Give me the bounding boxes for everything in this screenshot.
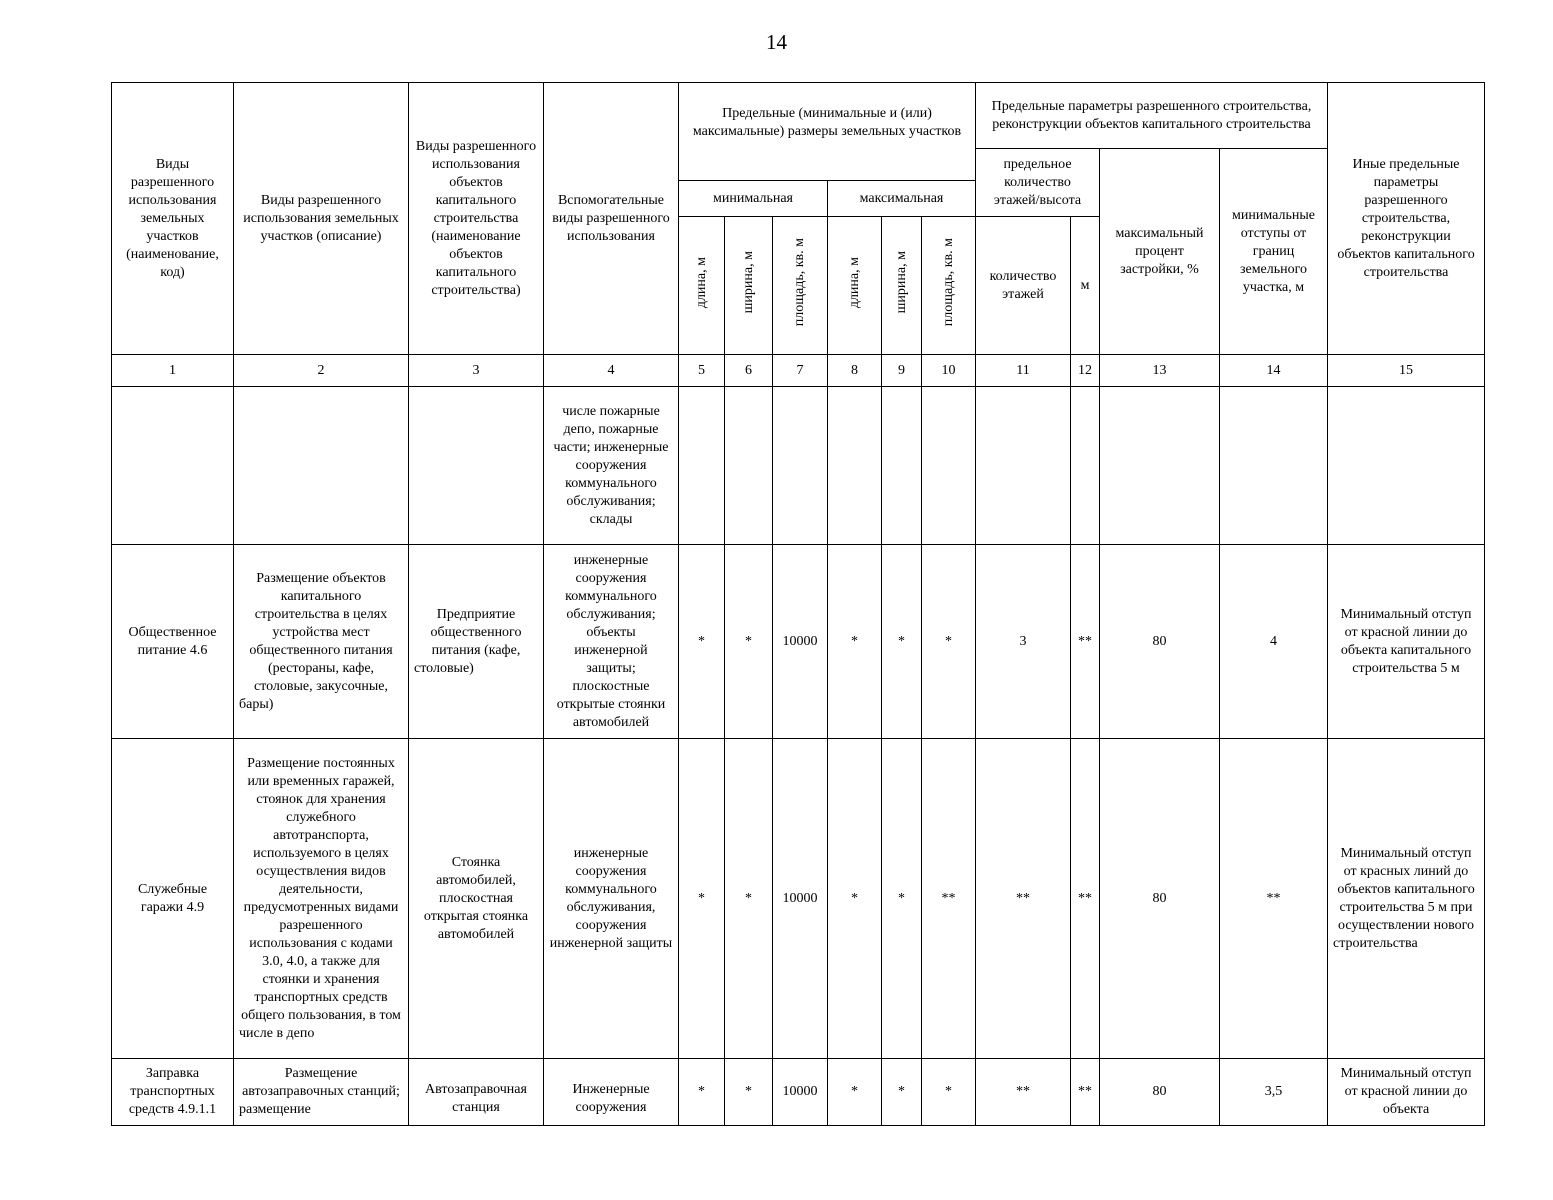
- cell-min-area: 10000: [773, 739, 828, 1059]
- cell-min-length: *: [679, 739, 725, 1059]
- cell-max-area: [922, 387, 976, 545]
- col-number: 9: [882, 355, 922, 387]
- cell-min-offset: **: [1220, 739, 1328, 1059]
- col-number: 8: [828, 355, 882, 387]
- header-min-width: ширина, м: [740, 251, 756, 314]
- table-row: [112, 1059, 1485, 1126]
- cell-min-width: *: [725, 739, 773, 1059]
- cell-min-offset: 4: [1220, 545, 1328, 739]
- cell-use-name: Общественное питание 4.6: [112, 545, 234, 739]
- header-col1: Виды разрешенного использования земельных участков (наименование, код): [112, 83, 234, 355]
- cell-max-length: *: [828, 1059, 882, 1126]
- cell-auxiliary-uses: инженерные сооружения коммунального обслуживания; объекты инженерной защиты; плоскостные открытые стоянки автомобилей: [544, 545, 679, 739]
- cell-other-params: Минимальный отступ от красных линий до объектов капитального строительства 5 м при осуществлении нового строительства: [1328, 739, 1485, 1059]
- header-group-sizes: Предельные (минимальные и (или) максимальные) размеры земельных участков: [679, 83, 976, 181]
- col-number: 7: [773, 355, 828, 387]
- cell-capital-objects: [409, 387, 544, 545]
- col-number: 2: [234, 355, 409, 387]
- header-min-label: минимальная: [679, 181, 828, 217]
- col-number: 10: [922, 355, 976, 387]
- cell-height: **: [1071, 545, 1100, 739]
- header-min-area: площадь, кв. м: [792, 238, 807, 327]
- regulations-table: [111, 82, 1485, 1126]
- cell-max-percent: 80: [1100, 739, 1220, 1059]
- cell-max-percent: 80: [1100, 545, 1220, 739]
- header-col2: Виды разрешенного использования земельных участков (описание): [234, 83, 409, 355]
- cell-min-offset: [1220, 387, 1328, 545]
- table-row: [112, 387, 1485, 545]
- col-number: 5: [679, 355, 725, 387]
- col-number: 13: [1100, 355, 1220, 387]
- header-max-length: длина, м: [846, 256, 862, 309]
- cell-max-width: *: [882, 545, 922, 739]
- header-group-params: Предельные параметры разрешенного строительства, реконструкции объектов капитального строительства: [976, 83, 1328, 149]
- col-number: 11: [976, 355, 1071, 387]
- header-col15: Иные предельные параметры разрешенного строительства, реконструкции объектов капитального строительства: [1328, 83, 1485, 355]
- cell-max-area: **: [922, 739, 976, 1059]
- cell-min-length: [679, 387, 725, 545]
- cell-min-width: *: [725, 545, 773, 739]
- cell-use-description: Размещение объектов капитального строительства в целях устройства мест общественного питания (рестораны, кафе, столовые, закусочные, бары): [234, 545, 409, 739]
- cell-use-name: Служебные гаражи 4.9: [112, 739, 234, 1059]
- cell-floors: 3: [976, 545, 1071, 739]
- header-max-area: площадь, кв. м: [940, 238, 956, 327]
- header-max-label: максимальная: [828, 181, 976, 217]
- col-number: 15: [1328, 355, 1485, 387]
- header-max-percent: максимальный процент застройки, %: [1100, 149, 1220, 355]
- cell-other-params: Минимальный отступ от красной линии до объекта: [1328, 1059, 1485, 1126]
- header-max-width: ширина, м: [893, 251, 909, 314]
- col-number: 6: [725, 355, 773, 387]
- cell-other-params: Минимальный отступ от красной линии до объекта капитального строительства 5 м: [1328, 545, 1485, 739]
- cell-max-width: [882, 387, 922, 545]
- column-number-row: [112, 355, 1485, 387]
- cell-max-area: *: [922, 545, 976, 739]
- cell-max-area: *: [922, 1059, 976, 1126]
- cell-min-length: *: [679, 545, 725, 739]
- cell-min-area: 10000: [773, 1059, 828, 1126]
- header-row-1: [112, 83, 1485, 149]
- col-number: 4: [544, 355, 679, 387]
- cell-capital-objects: Автозаправочная станция: [409, 1059, 544, 1126]
- cell-use-description: Размещение постоянных или временных гаражей, стоянок для хранения служебного автотранспорта, используемого в целях осуществления видов деятельности, предусмотренных видами разрешенного использования с кодами 3.0, 4.0, а также для стоянки и хранения транспортных средств общего пользования, в том числе в депо: [234, 739, 409, 1059]
- cell-auxiliary-uses: инженерные сооружения коммунального обслуживания, сооружения инженерной защиты: [544, 739, 679, 1059]
- cell-use-name: [112, 387, 234, 545]
- table-row: [112, 545, 1485, 739]
- header-col3: Виды разрешенного использования объектов капитального строительства (наименование объектов капитального строительства): [409, 83, 544, 355]
- cell-auxiliary-uses: числе пожарные депо, пожарные части; инженерные сооружения коммунального обслуживания; склады: [544, 387, 679, 545]
- cell-auxiliary-uses: Инженерные сооружения: [544, 1059, 679, 1126]
- cell-max-percent: 80: [1100, 1059, 1220, 1126]
- cell-height: [1071, 387, 1100, 545]
- cell-max-length: *: [828, 739, 882, 1059]
- header-floors-height: предельное количество этажей/высота: [976, 149, 1100, 217]
- header-min-length: длина, м: [693, 256, 709, 309]
- cell-max-length: *: [828, 545, 882, 739]
- cell-capital-objects: Стоянка автомобилей, плоскостная открытая стоянка автомобилей: [409, 739, 544, 1059]
- cell-use-description: [234, 387, 409, 545]
- header-min-offset: минимальные отступы от границ земельного участка, м: [1220, 149, 1328, 355]
- col-number: 12: [1071, 355, 1100, 387]
- cell-min-width: *: [725, 1059, 773, 1126]
- cell-use-description: Размещение автозаправочных станций; размещение: [234, 1059, 409, 1126]
- cell-min-length: *: [679, 1059, 725, 1126]
- col-number: 3: [409, 355, 544, 387]
- cell-min-area: 10000: [773, 545, 828, 739]
- cell-other-params: [1328, 387, 1485, 545]
- header-floors: количество этажей: [976, 217, 1071, 355]
- page-number: 14: [766, 30, 787, 54]
- cell-floors: [976, 387, 1071, 545]
- cell-min-area: [773, 387, 828, 545]
- header-col4: Вспомогательные виды разрешенного использования: [544, 83, 679, 355]
- cell-max-width: *: [882, 1059, 922, 1126]
- cell-use-name: Заправка транспортных средств 4.9.1.1: [112, 1059, 234, 1126]
- cell-max-width: *: [882, 739, 922, 1059]
- table-row: [112, 739, 1485, 1059]
- cell-height: **: [1071, 1059, 1100, 1126]
- cell-capital-objects: Предприятие общественного питания (кафе, столовые): [409, 545, 544, 739]
- cell-floors: **: [976, 1059, 1071, 1126]
- col-number: 1: [112, 355, 234, 387]
- header-meters: м: [1071, 217, 1100, 355]
- cell-max-percent: [1100, 387, 1220, 545]
- cell-height: **: [1071, 739, 1100, 1059]
- cell-min-offset: 3,5: [1220, 1059, 1328, 1126]
- cell-min-width: [725, 387, 773, 545]
- cell-max-length: [828, 387, 882, 545]
- cell-floors: **: [976, 739, 1071, 1059]
- col-number: 14: [1220, 355, 1328, 387]
